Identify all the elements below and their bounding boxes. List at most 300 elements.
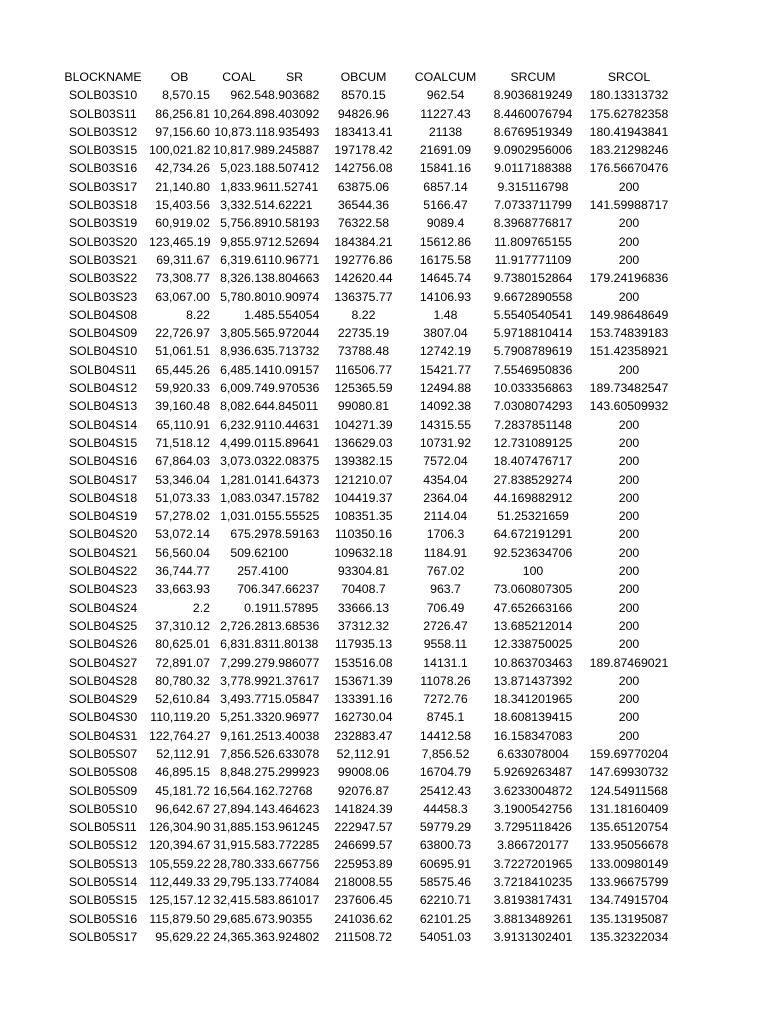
cell-obcum[interactable]: 99080.81 bbox=[337, 399, 390, 414]
cell-ob[interactable]: 80,780.32 bbox=[155, 673, 210, 688]
cell-srcum[interactable]: 18.608139415 bbox=[493, 710, 573, 725]
cell-sr[interactable]: 3.90355 bbox=[268, 911, 313, 926]
cell-srcum[interactable]: 92.523634706 bbox=[493, 545, 573, 560]
cell-sr[interactable]: 3.961245 bbox=[268, 820, 320, 835]
cell-obcum[interactable]: 225953.89 bbox=[334, 856, 393, 871]
cell-ob[interactable]: 120,394.67 bbox=[149, 838, 211, 853]
cell-blockname[interactable]: SOLB04S11 bbox=[69, 362, 137, 377]
cell-srcol[interactable]: 175.62782358 bbox=[589, 106, 669, 121]
cell-sr[interactable]: 11.80138 bbox=[268, 637, 319, 652]
cell-srcol[interactable]: 200 bbox=[618, 582, 640, 597]
cell-blockname[interactable]: SOLB05S10 bbox=[68, 801, 138, 816]
cell-coalcum[interactable]: 1184.91 bbox=[423, 545, 468, 560]
cell-srcum[interactable]: 3.1900542756 bbox=[493, 801, 573, 816]
cell-srcol[interactable]: 200 bbox=[618, 545, 640, 560]
cell-sr[interactable]: 3.667756 bbox=[268, 856, 320, 871]
cell-blockname[interactable]: SOLB05S16 bbox=[68, 911, 138, 926]
cell-coalcum[interactable]: 21691.09 bbox=[419, 143, 472, 158]
cell-blockname[interactable]: SOLB04S21 bbox=[68, 545, 138, 560]
cell-blockname[interactable]: SOLB03S15 bbox=[68, 143, 138, 158]
cell-ob[interactable]: 97,156.60 bbox=[155, 124, 210, 139]
cell-ob[interactable]: 51,061.51 bbox=[155, 344, 210, 359]
cell-obcum[interactable]: 94826.96 bbox=[337, 106, 390, 121]
cell-coal[interactable]: 962.54 bbox=[230, 88, 268, 103]
cell-coalcum[interactable]: 9558.11 bbox=[423, 637, 468, 652]
cell-srcol[interactable]: 200 bbox=[618, 509, 640, 524]
cell-sr[interactable]: 9.970536 bbox=[268, 381, 320, 396]
cell-ob[interactable]: 39,160.48 bbox=[155, 399, 210, 414]
cell-obcum[interactable]: 241036.62 bbox=[334, 911, 393, 926]
cell-srcum[interactable]: 16.158347083 bbox=[493, 728, 573, 743]
cell-srcol[interactable]: 135.32322034 bbox=[589, 929, 669, 944]
cell-ob[interactable]: 115,879.50 bbox=[149, 911, 210, 926]
cell-obcum[interactable]: 93304.81 bbox=[337, 564, 390, 579]
cell-srcol[interactable]: 200 bbox=[618, 600, 640, 615]
cell-coal[interactable]: 2,726.28 bbox=[220, 618, 268, 633]
cell-obcum[interactable]: 8570.15 bbox=[341, 88, 386, 103]
cell-coal[interactable]: 27,894.14 bbox=[213, 801, 268, 816]
cell-ob[interactable]: 15,403.56 bbox=[155, 198, 210, 213]
cell-srcum[interactable]: 10.863703463 bbox=[493, 655, 573, 670]
cell-blockname[interactable]: SOLB04S18 bbox=[68, 490, 138, 505]
cell-srcol[interactable]: 200 bbox=[618, 234, 640, 249]
cell-sr[interactable]: 6.633078 bbox=[268, 746, 320, 761]
cell-coalcum[interactable]: 7,856.52 bbox=[421, 746, 470, 761]
cell-srcol[interactable]: 151.42358921 bbox=[589, 344, 669, 359]
header-sr[interactable]: SR bbox=[285, 70, 304, 84]
cell-sr[interactable]: 10.90974 bbox=[268, 289, 320, 304]
cell-obcum[interactable]: 109632.18 bbox=[334, 545, 393, 560]
cell-srcum[interactable]: 9.6672890558 bbox=[493, 289, 573, 304]
cell-srcol[interactable]: 200 bbox=[618, 454, 640, 469]
cell-coalcum[interactable]: 767.02 bbox=[426, 564, 465, 579]
cell-srcum[interactable]: 3.866720177 bbox=[497, 838, 569, 853]
cell-obcum[interactable]: 110350.16 bbox=[334, 527, 393, 542]
cell-obcum[interactable]: 116506.77 bbox=[334, 362, 393, 377]
cell-coalcum[interactable]: 63800.73 bbox=[419, 838, 472, 853]
cell-sr[interactable]: 78.59163 bbox=[268, 527, 320, 542]
cell-obcum[interactable]: 125365.59 bbox=[334, 381, 393, 396]
cell-srcum[interactable]: 12.338750025 bbox=[493, 637, 573, 652]
cell-sr[interactable]: 3.772285 bbox=[268, 838, 320, 853]
cell-sr[interactable]: 10.96771 bbox=[268, 252, 320, 267]
cell-coalcum[interactable]: 54051.03 bbox=[419, 929, 472, 944]
cell-ob[interactable]: 21,140.80 bbox=[155, 179, 210, 194]
cell-sr[interactable]: 100 bbox=[268, 545, 289, 560]
cell-srcum[interactable]: 64.672191291 bbox=[493, 527, 573, 542]
cell-coalcum[interactable]: 60695.91 bbox=[419, 856, 472, 871]
cell-srcum[interactable]: 8.3968776817 bbox=[493, 216, 573, 231]
cell-sr[interactable]: 5.713732 bbox=[268, 344, 320, 359]
cell-ob[interactable]: 53,072.14 bbox=[155, 527, 210, 542]
cell-obcum[interactable]: 92076.87 bbox=[337, 783, 390, 798]
cell-srcum[interactable]: 3.7227201965 bbox=[493, 856, 573, 871]
cell-blockname[interactable]: SOLB04S28 bbox=[68, 673, 138, 688]
cell-ob[interactable]: 56,560.04 bbox=[155, 545, 210, 560]
cell-sr[interactable]: 8.804663 bbox=[268, 271, 320, 286]
cell-coalcum[interactable]: 10731.92 bbox=[419, 435, 472, 450]
cell-coal[interactable]: 8,326.13 bbox=[220, 271, 268, 286]
cell-coal[interactable]: 29,685.67 bbox=[213, 911, 268, 926]
cell-srcol[interactable]: 200 bbox=[618, 692, 640, 707]
cell-srcol[interactable]: 124.54911568 bbox=[590, 783, 668, 798]
cell-srcum[interactable]: 7.0308074293 bbox=[493, 399, 573, 414]
cell-sr[interactable]: 8.403092 bbox=[268, 106, 320, 121]
cell-ob[interactable]: 72,891.07 bbox=[155, 655, 210, 670]
cell-coalcum[interactable]: 15841.16 bbox=[419, 161, 472, 176]
cell-obcum[interactable]: 136375.77 bbox=[334, 289, 393, 304]
cell-blockname[interactable]: SOLB04S25 bbox=[68, 618, 138, 633]
cell-coalcum[interactable]: 14645.74 bbox=[419, 271, 472, 286]
cell-srcol[interactable]: 147.69930732 bbox=[589, 765, 669, 780]
cell-coalcum[interactable]: 6857.14 bbox=[423, 179, 468, 194]
cell-srcol[interactable]: 180.13313732 bbox=[589, 88, 669, 103]
cell-srcol[interactable]: 200 bbox=[618, 710, 640, 725]
cell-coal[interactable]: 8,936.63 bbox=[220, 344, 268, 359]
cell-srcol[interactable]: 200 bbox=[618, 289, 640, 304]
cell-coal[interactable]: 1,833.96 bbox=[220, 179, 268, 194]
cell-srcol[interactable]: 159.69770204 bbox=[589, 746, 669, 761]
cell-obcum[interactable]: 76322.58 bbox=[337, 216, 390, 231]
cell-obcum[interactable]: 232883.47 bbox=[334, 728, 393, 743]
cell-coal[interactable]: 6,232.91 bbox=[220, 417, 268, 432]
cell-ob[interactable]: 100,021.82 bbox=[149, 143, 211, 158]
cell-coalcum[interactable]: 14106.93 bbox=[419, 289, 472, 304]
cell-sr[interactable]: 11.52741 bbox=[268, 179, 319, 194]
cell-coal[interactable]: 6,009.74 bbox=[220, 381, 268, 396]
cell-srcum[interactable]: 73.060807305 bbox=[493, 582, 573, 597]
cell-coalcum[interactable]: 11078.26 bbox=[420, 673, 471, 688]
cell-ob[interactable]: 33,663.93 bbox=[155, 582, 210, 597]
cell-srcum[interactable]: 3.7218410235 bbox=[493, 875, 573, 890]
cell-srcum[interactable]: 3.9131302401 bbox=[493, 929, 573, 944]
cell-blockname[interactable]: SOLB04S14 bbox=[68, 417, 138, 432]
cell-srcol[interactable]: 200 bbox=[618, 435, 640, 450]
cell-coal[interactable]: 31,885.15 bbox=[213, 820, 268, 835]
cell-srcum[interactable]: 5.9718810414 bbox=[493, 326, 573, 341]
cell-obcum[interactable]: 133391.16 bbox=[334, 692, 393, 707]
cell-coal[interactable]: 6,485.14 bbox=[220, 362, 268, 377]
cell-blockname[interactable]: SOLB05S15 bbox=[68, 893, 138, 908]
cell-ob[interactable]: 122,764.27 bbox=[149, 728, 211, 743]
cell-coal[interactable]: 3,805.56 bbox=[220, 326, 268, 341]
cell-sr[interactable]: 21.37617 bbox=[268, 673, 320, 688]
cell-coal[interactable]: 10,264.89 bbox=[213, 106, 268, 121]
cell-coal[interactable]: 3,332.51 bbox=[220, 198, 268, 213]
cell-srcol[interactable]: 200 bbox=[618, 637, 640, 652]
cell-coal[interactable]: 0.19 bbox=[244, 600, 268, 615]
cell-coalcum[interactable]: 16175.58 bbox=[419, 252, 472, 267]
cell-blockname[interactable]: SOLB04S27 bbox=[68, 655, 138, 670]
cell-srcum[interactable]: 5.7908789619 bbox=[493, 344, 573, 359]
cell-coal[interactable]: 8,082.64 bbox=[220, 399, 268, 414]
cell-coalcum[interactable]: 14412.58 bbox=[419, 728, 472, 743]
cell-srcum[interactable]: 3.6233004872 bbox=[493, 783, 573, 798]
cell-ob[interactable]: 53,346.04 bbox=[155, 472, 210, 487]
cell-srcol[interactable]: 134.74915704 bbox=[589, 893, 669, 908]
cell-srcol[interactable]: 183.21298246 bbox=[589, 143, 669, 158]
cell-coal[interactable]: 6,831.83 bbox=[220, 637, 268, 652]
cell-sr[interactable]: 8.507412 bbox=[268, 161, 320, 176]
cell-sr[interactable]: 3.924802 bbox=[268, 929, 320, 944]
cell-sr[interactable]: 55.55525 bbox=[268, 509, 320, 524]
cell-coalcum[interactable]: 962.54 bbox=[426, 88, 465, 103]
cell-blockname[interactable]: SOLB04S10 bbox=[68, 344, 138, 359]
cell-ob[interactable]: 96,642.67 bbox=[155, 801, 210, 816]
cell-blockname[interactable]: SOLB03S21 bbox=[68, 252, 138, 267]
cell-srcum[interactable]: 47.652663166 bbox=[493, 600, 573, 615]
cell-ob[interactable]: 46,895.15 bbox=[155, 765, 210, 780]
cell-obcum[interactable]: 8.22 bbox=[351, 307, 376, 322]
cell-srcol[interactable]: 131.18160409 bbox=[589, 801, 669, 816]
cell-coal[interactable]: 257.4 bbox=[237, 564, 268, 579]
cell-srcol[interactable]: 200 bbox=[618, 728, 640, 743]
cell-sr[interactable]: 2.72768 bbox=[268, 783, 313, 798]
cell-srcol[interactable]: 176.56670476 bbox=[589, 161, 669, 176]
cell-srcol[interactable]: 200 bbox=[618, 673, 640, 688]
cell-sr[interactable]: 12.52694 bbox=[268, 234, 320, 249]
header-ob[interactable]: OB bbox=[170, 70, 189, 84]
cell-ob[interactable]: 126,304.90 bbox=[149, 820, 211, 835]
cell-coal[interactable]: 3,073.03 bbox=[220, 454, 268, 469]
cell-coal[interactable]: 24,365.36 bbox=[213, 929, 268, 944]
cell-obcum[interactable]: 222947.57 bbox=[334, 820, 393, 835]
cell-blockname[interactable]: SOLB04S13 bbox=[68, 399, 138, 414]
cell-srcol[interactable]: 141.59988717 bbox=[589, 198, 669, 213]
cell-coal[interactable]: 675.29 bbox=[230, 527, 268, 542]
cell-coalcum[interactable]: 62101.25 bbox=[419, 911, 472, 926]
cell-coal[interactable]: 9,855.97 bbox=[220, 234, 268, 249]
cell-blockname[interactable]: SOLB05S07 bbox=[68, 746, 138, 761]
cell-blockname[interactable]: SOLB03S23 bbox=[68, 289, 138, 304]
cell-ob[interactable]: 73,308.77 bbox=[155, 271, 210, 286]
cell-coalcum[interactable]: 1.48 bbox=[433, 307, 458, 322]
cell-obcum[interactable]: 197178.42 bbox=[334, 143, 393, 158]
cell-obcum[interactable]: 22735.19 bbox=[337, 326, 390, 341]
cell-srcol[interactable]: 200 bbox=[618, 362, 640, 377]
cell-obcum[interactable]: 141824.39 bbox=[334, 801, 393, 816]
cell-coal[interactable]: 31,915.58 bbox=[213, 838, 268, 853]
cell-sr[interactable]: 15.05847 bbox=[268, 692, 320, 707]
cell-srcum[interactable]: 3.7295118426 bbox=[494, 820, 572, 835]
cell-obcum[interactable]: 104271.39 bbox=[334, 417, 393, 432]
cell-blockname[interactable]: SOLB04S09 bbox=[68, 326, 138, 341]
cell-srcum[interactable]: 7.5546950836 bbox=[493, 362, 573, 377]
cell-blockname[interactable]: SOLB05S09 bbox=[68, 783, 138, 798]
cell-srcol[interactable]: 133.96675799 bbox=[589, 875, 669, 890]
cell-sr[interactable]: 47.66237 bbox=[268, 582, 320, 597]
cell-ob[interactable]: 65,445.26 bbox=[155, 362, 210, 377]
cell-blockname[interactable]: SOLB05S11 bbox=[69, 820, 137, 835]
cell-ob[interactable]: 22,726.97 bbox=[155, 326, 210, 341]
cell-coalcum[interactable]: 9089.4 bbox=[426, 216, 465, 231]
cell-ob[interactable]: 80,625.01 bbox=[155, 637, 210, 652]
cell-coal[interactable]: 29,795.13 bbox=[213, 875, 268, 890]
cell-ob[interactable]: 95,629.22 bbox=[155, 929, 210, 944]
cell-coalcum[interactable]: 2364.04 bbox=[423, 490, 468, 505]
cell-coalcum[interactable]: 16704.79 bbox=[419, 765, 472, 780]
cell-srcol[interactable]: 135.13195087 bbox=[589, 911, 669, 926]
cell-sr[interactable]: 47.15782 bbox=[268, 490, 320, 505]
cell-coal[interactable]: 1,083.03 bbox=[220, 490, 268, 505]
cell-srcum[interactable]: 8.4460076794 bbox=[493, 106, 573, 121]
cell-coalcum[interactable]: 62210.71 bbox=[419, 893, 472, 908]
cell-sr[interactable]: 10.58193 bbox=[268, 216, 320, 231]
cell-srcum[interactable]: 7.0733711799 bbox=[494, 198, 572, 213]
cell-coal[interactable]: 32,415.58 bbox=[213, 893, 268, 908]
cell-sr[interactable]: 5.299923 bbox=[268, 765, 320, 780]
cell-coal[interactable]: 5,780.80 bbox=[220, 289, 268, 304]
cell-sr[interactable]: 5.554054 bbox=[268, 307, 320, 322]
cell-sr[interactable]: 15.89641 bbox=[268, 435, 320, 450]
cell-srcum[interactable]: 5.5540540541 bbox=[493, 307, 573, 322]
cell-blockname[interactable]: SOLB05S13 bbox=[68, 856, 138, 871]
cell-ob[interactable]: 8,570.15 bbox=[162, 88, 210, 103]
cell-ob[interactable]: 37,310.12 bbox=[155, 618, 210, 633]
cell-obcum[interactable]: 153516.08 bbox=[334, 655, 393, 670]
cell-ob[interactable]: 45,181.72 bbox=[155, 783, 210, 798]
cell-coalcum[interactable]: 21138 bbox=[428, 124, 463, 139]
cell-srcum[interactable]: 18.407476717 bbox=[493, 454, 573, 469]
cell-coalcum[interactable]: 44458.3 bbox=[423, 801, 468, 816]
cell-srcum[interactable]: 10.033356863 bbox=[493, 381, 573, 396]
cell-sr[interactable]: 100 bbox=[268, 564, 289, 579]
cell-obcum[interactable]: 104419.37 bbox=[334, 490, 393, 505]
cell-coalcum[interactable]: 706.49 bbox=[426, 600, 465, 615]
cell-blockname[interactable]: SOLB04S22 bbox=[68, 564, 138, 579]
header-coalcum[interactable]: COALCUM bbox=[414, 70, 477, 84]
cell-coal[interactable]: 5,023.18 bbox=[220, 161, 268, 176]
cell-obcum[interactable]: 192776.86 bbox=[334, 252, 393, 267]
cell-coal[interactable]: 5,756.89 bbox=[220, 216, 268, 231]
cell-coal[interactable]: 9,161.25 bbox=[220, 728, 268, 743]
cell-blockname[interactable]: SOLB03S20 bbox=[68, 234, 138, 249]
cell-ob[interactable]: 59,920.33 bbox=[155, 381, 210, 396]
cell-sr[interactable]: 3.774084 bbox=[268, 875, 320, 890]
cell-ob[interactable]: 52,112.91 bbox=[156, 746, 210, 761]
cell-srcum[interactable]: 3.8813489261 bbox=[493, 911, 573, 926]
cell-coalcum[interactable]: 25412.43 bbox=[419, 783, 472, 798]
cell-srcol[interactable]: 200 bbox=[618, 216, 640, 231]
cell-coalcum[interactable]: 7572.04 bbox=[423, 454, 468, 469]
cell-srcol[interactable]: 133.00980149 bbox=[589, 856, 669, 871]
cell-blockname[interactable]: SOLB03S19 bbox=[68, 216, 138, 231]
cell-obcum[interactable]: 211508.72 bbox=[334, 929, 393, 944]
cell-srcum[interactable]: 3.8193817431 bbox=[493, 893, 573, 908]
cell-obcum[interactable]: 246699.57 bbox=[334, 838, 393, 853]
cell-coal[interactable]: 509.62 bbox=[230, 545, 268, 560]
cell-sr[interactable]: 4.62221 bbox=[268, 198, 313, 213]
cell-coalcum[interactable]: 59779.29 bbox=[419, 820, 472, 835]
cell-blockname[interactable]: SOLB05S17 bbox=[68, 929, 138, 944]
cell-srcum[interactable]: 6.633078004 bbox=[497, 746, 569, 761]
cell-srcum[interactable]: 5.9269263487 bbox=[493, 765, 573, 780]
cell-ob[interactable]: 110,119.20 bbox=[150, 710, 210, 725]
cell-srcol[interactable]: 133.95056678 bbox=[589, 838, 669, 853]
cell-srcum[interactable]: 51.25321659 bbox=[497, 509, 569, 524]
cell-coalcum[interactable]: 1706.3 bbox=[426, 527, 465, 542]
cell-obcum[interactable]: 33666.13 bbox=[337, 600, 390, 615]
cell-srcum[interactable]: 9.0902956006 bbox=[493, 143, 573, 158]
cell-obcum[interactable]: 52,112.91 bbox=[336, 746, 391, 761]
header-coal[interactable]: COAL bbox=[222, 70, 256, 84]
cell-coal[interactable]: 706.3 bbox=[237, 582, 268, 597]
cell-blockname[interactable]: SOLB04S19 bbox=[68, 509, 138, 524]
cell-obcum[interactable]: 184384.21 bbox=[334, 234, 393, 249]
cell-blockname[interactable]: SOLB03S12 bbox=[68, 124, 138, 139]
cell-blockname[interactable]: SOLB04S12 bbox=[68, 381, 138, 396]
cell-sr[interactable]: 8.935493 bbox=[268, 124, 320, 139]
cell-blockname[interactable]: SOLB03S17 bbox=[68, 179, 138, 194]
cell-blockname[interactable]: SOLB04S20 bbox=[68, 527, 138, 542]
cell-coal[interactable]: 7,299.27 bbox=[220, 655, 268, 670]
cell-ob[interactable]: 65,110.91 bbox=[156, 417, 210, 432]
cell-srcum[interactable]: 9.7380152864 bbox=[493, 271, 573, 286]
cell-obcum[interactable]: 63875.06 bbox=[337, 179, 390, 194]
cell-ob[interactable]: 42,734.26 bbox=[155, 161, 210, 176]
cell-ob[interactable]: 112,449.33 bbox=[149, 875, 210, 890]
cell-sr[interactable]: 9.245887 bbox=[268, 143, 320, 158]
cell-blockname[interactable]: SOLB04S17 bbox=[68, 472, 138, 487]
cell-obcum[interactable]: 73788.48 bbox=[337, 344, 390, 359]
cell-coalcum[interactable]: 15612.86 bbox=[419, 234, 472, 249]
cell-coalcum[interactable]: 11227.43 bbox=[420, 106, 471, 121]
cell-srcol[interactable]: 200 bbox=[618, 472, 640, 487]
cell-ob[interactable]: 105,559.22 bbox=[149, 856, 211, 871]
cell-obcum[interactable]: 36544.36 bbox=[337, 198, 390, 213]
cell-srcum[interactable]: 13.685212014 bbox=[493, 618, 573, 633]
cell-obcum[interactable]: 183413.41 bbox=[334, 124, 393, 139]
cell-srcol[interactable]: 200 bbox=[618, 417, 640, 432]
cell-coal[interactable]: 28,780.33 bbox=[213, 856, 268, 871]
cell-coalcum[interactable]: 12742.19 bbox=[419, 344, 472, 359]
cell-ob[interactable]: 67,864.03 bbox=[155, 454, 210, 469]
cell-blockname[interactable]: SOLB05S08 bbox=[68, 765, 138, 780]
cell-srcol[interactable]: 200 bbox=[618, 490, 640, 505]
cell-sr[interactable]: 5.972044 bbox=[268, 326, 320, 341]
cell-coalcum[interactable]: 14131.1 bbox=[423, 655, 468, 670]
cell-ob[interactable]: 71,518.12 bbox=[155, 435, 210, 450]
cell-srcum[interactable]: 11.917771109 bbox=[494, 252, 572, 267]
cell-ob[interactable]: 2.2 bbox=[192, 600, 210, 615]
cell-blockname[interactable]: SOLB05S12 bbox=[68, 838, 138, 853]
cell-srcol[interactable]: 179.24196836 bbox=[589, 271, 669, 286]
cell-blockname[interactable]: SOLB04S29 bbox=[68, 692, 138, 707]
cell-sr[interactable]: 10.44631 bbox=[268, 417, 320, 432]
cell-ob[interactable]: 125,157.12 bbox=[149, 893, 211, 908]
cell-coalcum[interactable]: 14315.55 bbox=[419, 417, 472, 432]
cell-srcum[interactable]: 13.871437392 bbox=[493, 673, 573, 688]
cell-obcum[interactable]: 108351.35 bbox=[334, 509, 393, 524]
cell-srcum[interactable]: 9.315116798 bbox=[497, 179, 569, 194]
cell-srcum[interactable]: 100 bbox=[522, 564, 544, 579]
cell-srcum[interactable]: 9.0117188388 bbox=[494, 161, 572, 176]
cell-ob[interactable]: 57,278.02 bbox=[155, 509, 210, 524]
cell-obcum[interactable]: 121210.07 bbox=[334, 472, 393, 487]
cell-obcum[interactable]: 139382.15 bbox=[334, 454, 393, 469]
cell-ob[interactable]: 60,919.02 bbox=[155, 216, 210, 231]
cell-srcum[interactable]: 8.9036819249 bbox=[493, 88, 573, 103]
cell-coal[interactable]: 7,856.52 bbox=[220, 746, 268, 761]
cell-srcum[interactable]: 11.809765155 bbox=[494, 234, 572, 249]
cell-coal[interactable]: 5,251.33 bbox=[220, 710, 268, 725]
cell-sr[interactable]: 9.986077 bbox=[268, 655, 320, 670]
cell-coalcum[interactable]: 5166.47 bbox=[423, 198, 468, 213]
cell-srcol[interactable]: 135.65120754 bbox=[589, 820, 669, 835]
cell-coalcum[interactable]: 14092.38 bbox=[419, 399, 472, 414]
cell-sr[interactable]: 3.861017 bbox=[268, 893, 320, 908]
cell-coalcum[interactable]: 2726.47 bbox=[423, 618, 468, 633]
